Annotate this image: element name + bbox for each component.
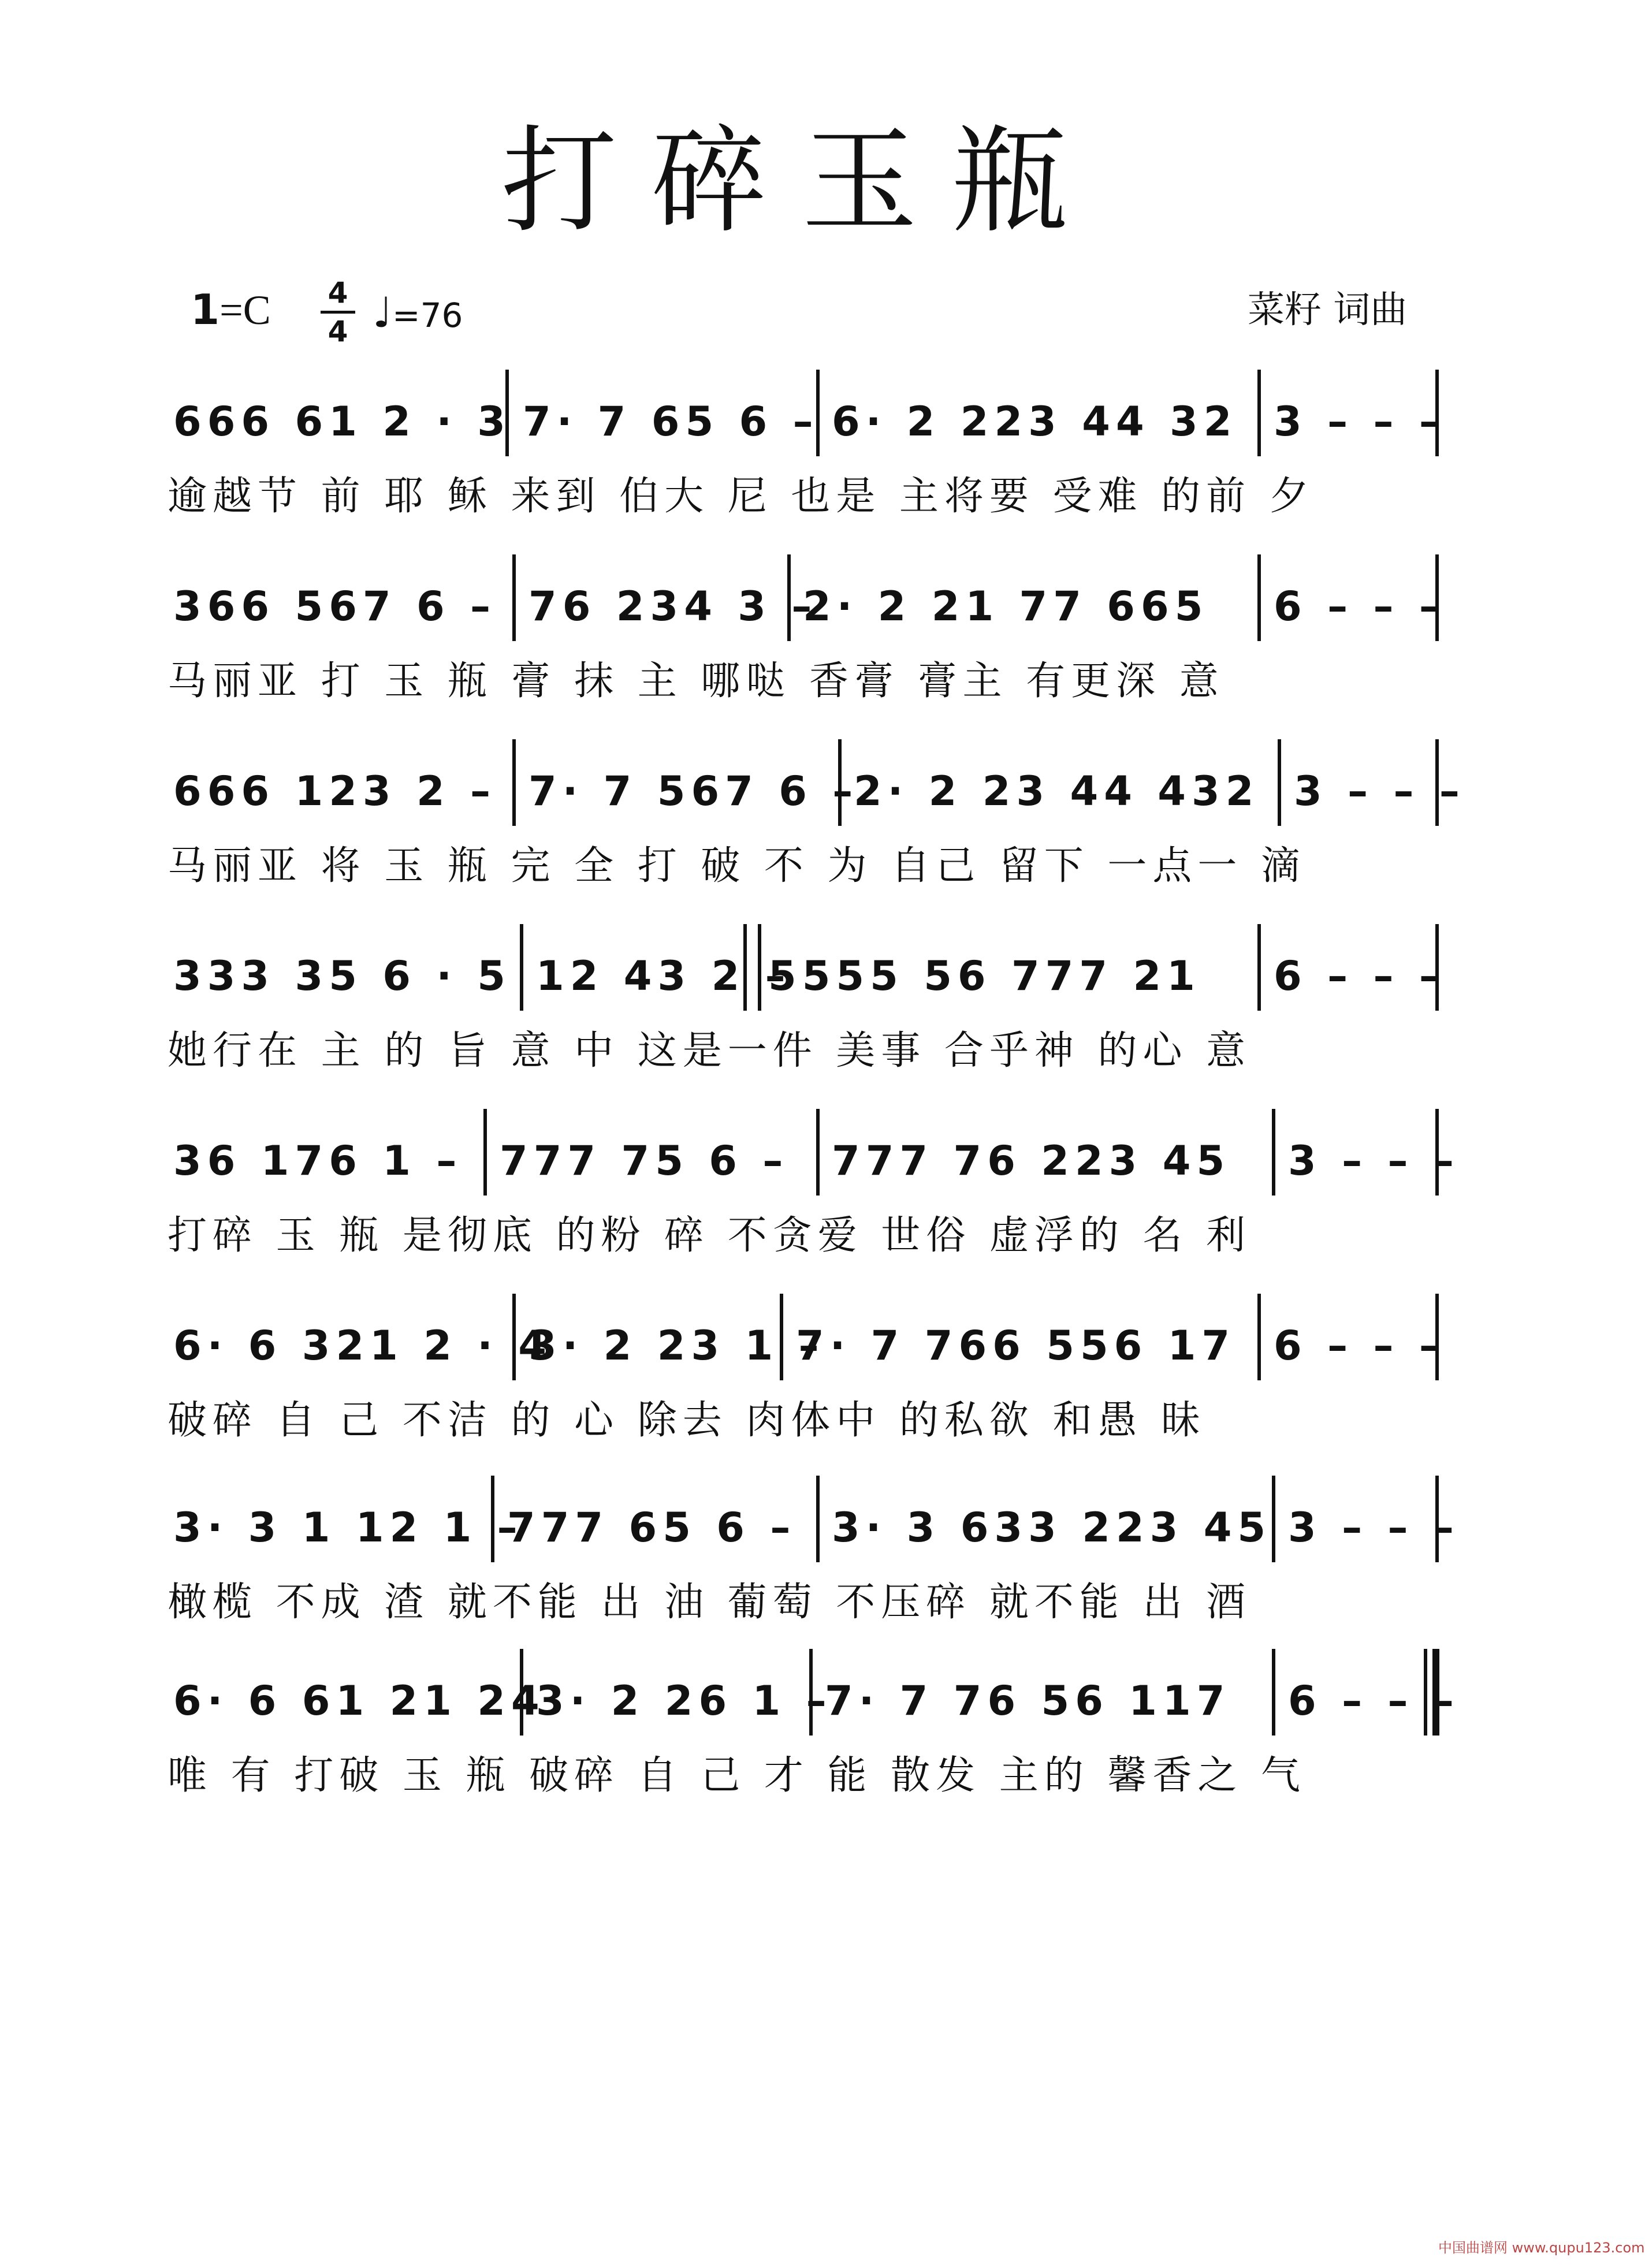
row-8-measure-4: 6 – – – bbox=[1288, 1677, 1460, 1725]
row-2-measure-1: 366 567 6 – bbox=[173, 583, 497, 630]
row-5-measure-2: 777 75 6 – bbox=[500, 1137, 789, 1185]
row-1-lyrics: 逾越节 前 耶 稣 来到 伯大 尼 也是 主将要 受难 的前 夕 bbox=[168, 474, 1315, 519]
row-2-measure-4: 6 – – – bbox=[1274, 583, 1445, 630]
row-3-measure-3: 2· 2 23 44 432 bbox=[854, 768, 1260, 815]
score-row-2 bbox=[0, 554, 1603, 722]
row-2-lyrics: 马丽亚 打 玉 瓶 膏 抹 主 哪哒 香膏 膏主 有更深 意 bbox=[168, 658, 1225, 704]
row-8-measure-1: 6· 6 61 21 24 bbox=[173, 1677, 545, 1725]
row-2-measure-3: 2· 2 21 77 665 bbox=[803, 583, 1209, 630]
row-6-measure-3: 7· 7 766 556 17 bbox=[796, 1322, 1236, 1369]
row-7-measure-2: 777 65 6 – bbox=[507, 1504, 797, 1551]
row-3-measure-2: 7· 7 567 6 – bbox=[529, 768, 859, 815]
score-row-1 bbox=[0, 370, 1603, 537]
row-3-measure-4: 3 – – – bbox=[1294, 768, 1465, 815]
row-1-measure-3: 6· 2 223 44 32 bbox=[832, 398, 1238, 445]
row-6-measure-1: 6· 6 321 2 · 4 bbox=[173, 1322, 552, 1369]
row-5-lyrics: 打碎 玉 瓶 是彻底 的粉 碎 不贪爱 世俗 虚浮的 名 利 bbox=[168, 1213, 1252, 1258]
tempo-value: =76 bbox=[392, 296, 463, 335]
row-4-lyrics: 她行在 主 的 旨 意 中 这是一件 美事 合乎神 的心 意 bbox=[168, 1028, 1252, 1074]
row-1-measure-1: 666 61 2 · 3 bbox=[173, 398, 512, 445]
row-4-measure-4: 6 – – – bbox=[1274, 952, 1445, 1000]
row-7-measure-1: 3· 3 1 12 1 – bbox=[173, 1504, 523, 1551]
score-row-5 bbox=[0, 1109, 1603, 1276]
row-6-lyrics: 破碎 自 己 不洁 的 心 除去 肉体中 的私欲 和愚 昧 bbox=[168, 1398, 1207, 1443]
key-tonic-number: 1 bbox=[191, 285, 220, 334]
row-8-measure-3: 7· 7 76 56 117 bbox=[825, 1677, 1231, 1725]
time-signature bbox=[321, 278, 355, 346]
score-row-7 bbox=[0, 1476, 1603, 1643]
row-4-measure-2: 12 43 2 – bbox=[536, 952, 791, 1000]
row-7-measure-4: 3 – – – bbox=[1288, 1504, 1460, 1551]
row-5-measure-4: 3 – – – bbox=[1288, 1137, 1460, 1185]
row-3-measure-1: 666 123 2 – bbox=[173, 768, 497, 815]
row-3-lyrics: 马丽亚 将 玉 瓶 完 全 打 破 不 为 自己 留下 一点一 滴 bbox=[168, 843, 1306, 889]
row-2-measure-2: 76 234 3 – bbox=[529, 583, 818, 630]
row-8-lyrics: 唯 有 打破 玉 瓶 破碎 自 己 才 能 散发 主的 馨香之 气 bbox=[168, 1753, 1306, 1798]
row-7-measure-3: 3· 3 633 223 45 bbox=[832, 1504, 1272, 1551]
site-watermark: 中国曲谱网 www.qupu123.com bbox=[1438, 2240, 1645, 2256]
row-8-measure-2: 3· 2 26 1 – bbox=[536, 1677, 832, 1725]
row-1-measure-2: 7· 7 65 6 – bbox=[523, 398, 819, 445]
score-row-4 bbox=[0, 924, 1603, 1092]
song-title: 打碎玉瓶 bbox=[501, 114, 1102, 249]
row-5-measure-3: 777 76 223 45 bbox=[832, 1137, 1231, 1185]
row-5-measure-1: 36 176 1 – bbox=[173, 1137, 463, 1185]
key-name: =C bbox=[219, 287, 271, 333]
key-signature bbox=[191, 285, 271, 334]
score-row-8 bbox=[0, 1649, 1603, 1816]
time-signature-bottom: 4 bbox=[327, 315, 348, 348]
composer-credit: 菜籽 词曲 bbox=[1248, 289, 1408, 332]
row-4-measure-3: 5555 56 777 21 bbox=[768, 952, 1201, 1000]
score-row-3 bbox=[0, 739, 1603, 907]
time-signature-top: 4 bbox=[321, 278, 355, 314]
quarter-note-icon: ♩ bbox=[373, 288, 392, 337]
row-6-measure-2: 3· 2 23 1 – bbox=[529, 1322, 825, 1369]
row-7-lyrics: 橄榄 不成 渣 就不能 出 油 葡萄 不压碎 就不能 出 酒 bbox=[168, 1580, 1252, 1625]
row-6-measure-4: 6 – – – bbox=[1274, 1322, 1445, 1369]
score-row-6 bbox=[0, 1294, 1603, 1461]
row-1-measure-4: 3 – – – bbox=[1274, 398, 1445, 445]
tempo-marking bbox=[373, 288, 463, 337]
row-4-measure-1: 333 35 6 · 5 bbox=[173, 952, 512, 1000]
